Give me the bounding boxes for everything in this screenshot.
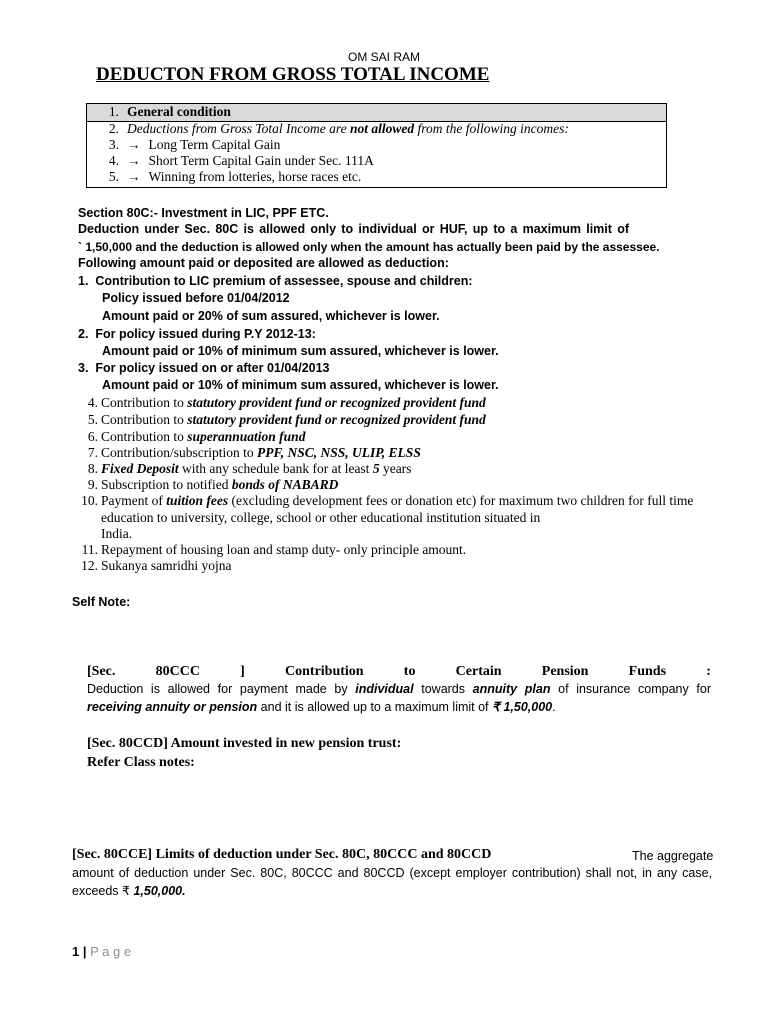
- list-item: 9. Subscription to notified bonds of NABARD: [87, 477, 339, 492]
- section-80ccc-text: Deduction is allowed for payment made by individual towards annuity plan of insurance company for: [87, 682, 711, 696]
- table-row: 4. → Short Term Capital Gain under Sec. 111A: [108, 153, 374, 168]
- section-80c-line: Following amount paid or deposited are allowed as deduction:: [78, 256, 449, 270]
- section-80cce-text: exceeds ₹ 1,50,000.: [72, 884, 186, 898]
- list-item-detail: Policy issued before 01/04/2012: [102, 291, 290, 305]
- list-item-detail: Amount paid or 20% of sum assured, whichever is lower.: [102, 309, 440, 323]
- list-item: 7. Contribution/subscription to PPF, NSC, NSS, ULIP, ELSS: [87, 445, 421, 460]
- list-item: 3. For policy issued on or after 01/04/2013: [78, 361, 330, 375]
- page-separator: |: [82, 944, 87, 959]
- table-row: 3. → Long Term Capital Gain: [108, 137, 281, 152]
- section-80c-heading: Section 80C:- Investment in LIC, PPF ETC.: [78, 206, 329, 220]
- list-item: 5. Contribution to statutory provident fund or recognized provident fund: [87, 412, 486, 427]
- section-80c-line: Deduction under Sec. 80C is allowed only to individual or HUF, up to a maximum limit of: [78, 222, 629, 236]
- list-item: 12. Sukanya samridhi yojna: [81, 558, 232, 573]
- general-condition-table: [86, 103, 667, 188]
- section-80ccd-heading: [Sec. 80CCD] Amount invested in new pension trust:: [87, 736, 402, 751]
- class-notes-reference: Refer Class notes:: [87, 755, 195, 770]
- self-note-label: Self Note:: [72, 595, 131, 609]
- list-item-detail: education to university, college, school or other educational institution situated in: [101, 510, 541, 525]
- table-row: 5. → Winning from lotteries, horse races etc.: [108, 169, 362, 184]
- list-item: 10. Payment of tuition fees (excluding development fees or donation etc) for maximum two children for full time: [81, 493, 694, 508]
- list-item: 1. Contribution to LIC premium of assessee, spouse and children:: [78, 274, 473, 288]
- page-footer: [72, 944, 131, 959]
- arrow-icon: →: [127, 169, 141, 184]
- section-80cce-text: amount of deduction under Sec. 80C, 80CCC and 80CCD (except employer contribution) shall not, in any case,: [72, 866, 712, 880]
- section-80cce-heading: [Sec. 80CCE] Limits of deduction under Sec. 80C, 80CCC and 80CCD: [72, 847, 492, 862]
- section-80ccc-text: receiving annuity or pension and it is allowed up to a maximum limit of ₹ 1,50,000.: [87, 700, 556, 714]
- arrow-icon: →: [127, 153, 141, 168]
- list-item-detail: Amount paid or 10% of minimum sum assured, whichever is lower.: [102, 344, 499, 358]
- table-row: 1. General condition: [108, 104, 231, 119]
- document-title: DEDUCTON FROM GROSS TOTAL INCOME: [96, 64, 490, 85]
- list-item-detail: Amount paid or 10% of minimum sum assured, whichever is lower.: [102, 378, 499, 392]
- section-80cce-text: The aggregate: [632, 849, 714, 863]
- section-80c-line: ` 1,50,000 and the deduction is allowed only when the amount has actually been paid by the assessee.: [78, 240, 660, 254]
- list-item: 6. Contribution to superannuation fund: [87, 429, 306, 444]
- list-item: 11. Repayment of housing loan and stamp duty- only principle amount.: [81, 542, 467, 557]
- page-number: 1: [72, 944, 80, 959]
- arrow-icon: →: [127, 137, 141, 152]
- list-item-detail: India.: [101, 526, 133, 541]
- list-item: 8. Fixed Deposit with any schedule bank for at least 5 years: [87, 461, 412, 476]
- section-80ccc-heading: [Sec. 80CCC ] Contribution to Certain Pension Funds :: [87, 664, 711, 679]
- list-item: 4. Contribution to statutory provident fund or recognized provident fund: [87, 395, 486, 410]
- table-row: 2. Deductions from Gross Total Income are not allowed from the following incomes:: [108, 121, 569, 136]
- list-item: 2. For policy issued during P.Y 2012-13:: [78, 327, 316, 341]
- header-text: OM SAI RAM: [347, 50, 420, 64]
- page-label: P a g e: [90, 944, 132, 959]
